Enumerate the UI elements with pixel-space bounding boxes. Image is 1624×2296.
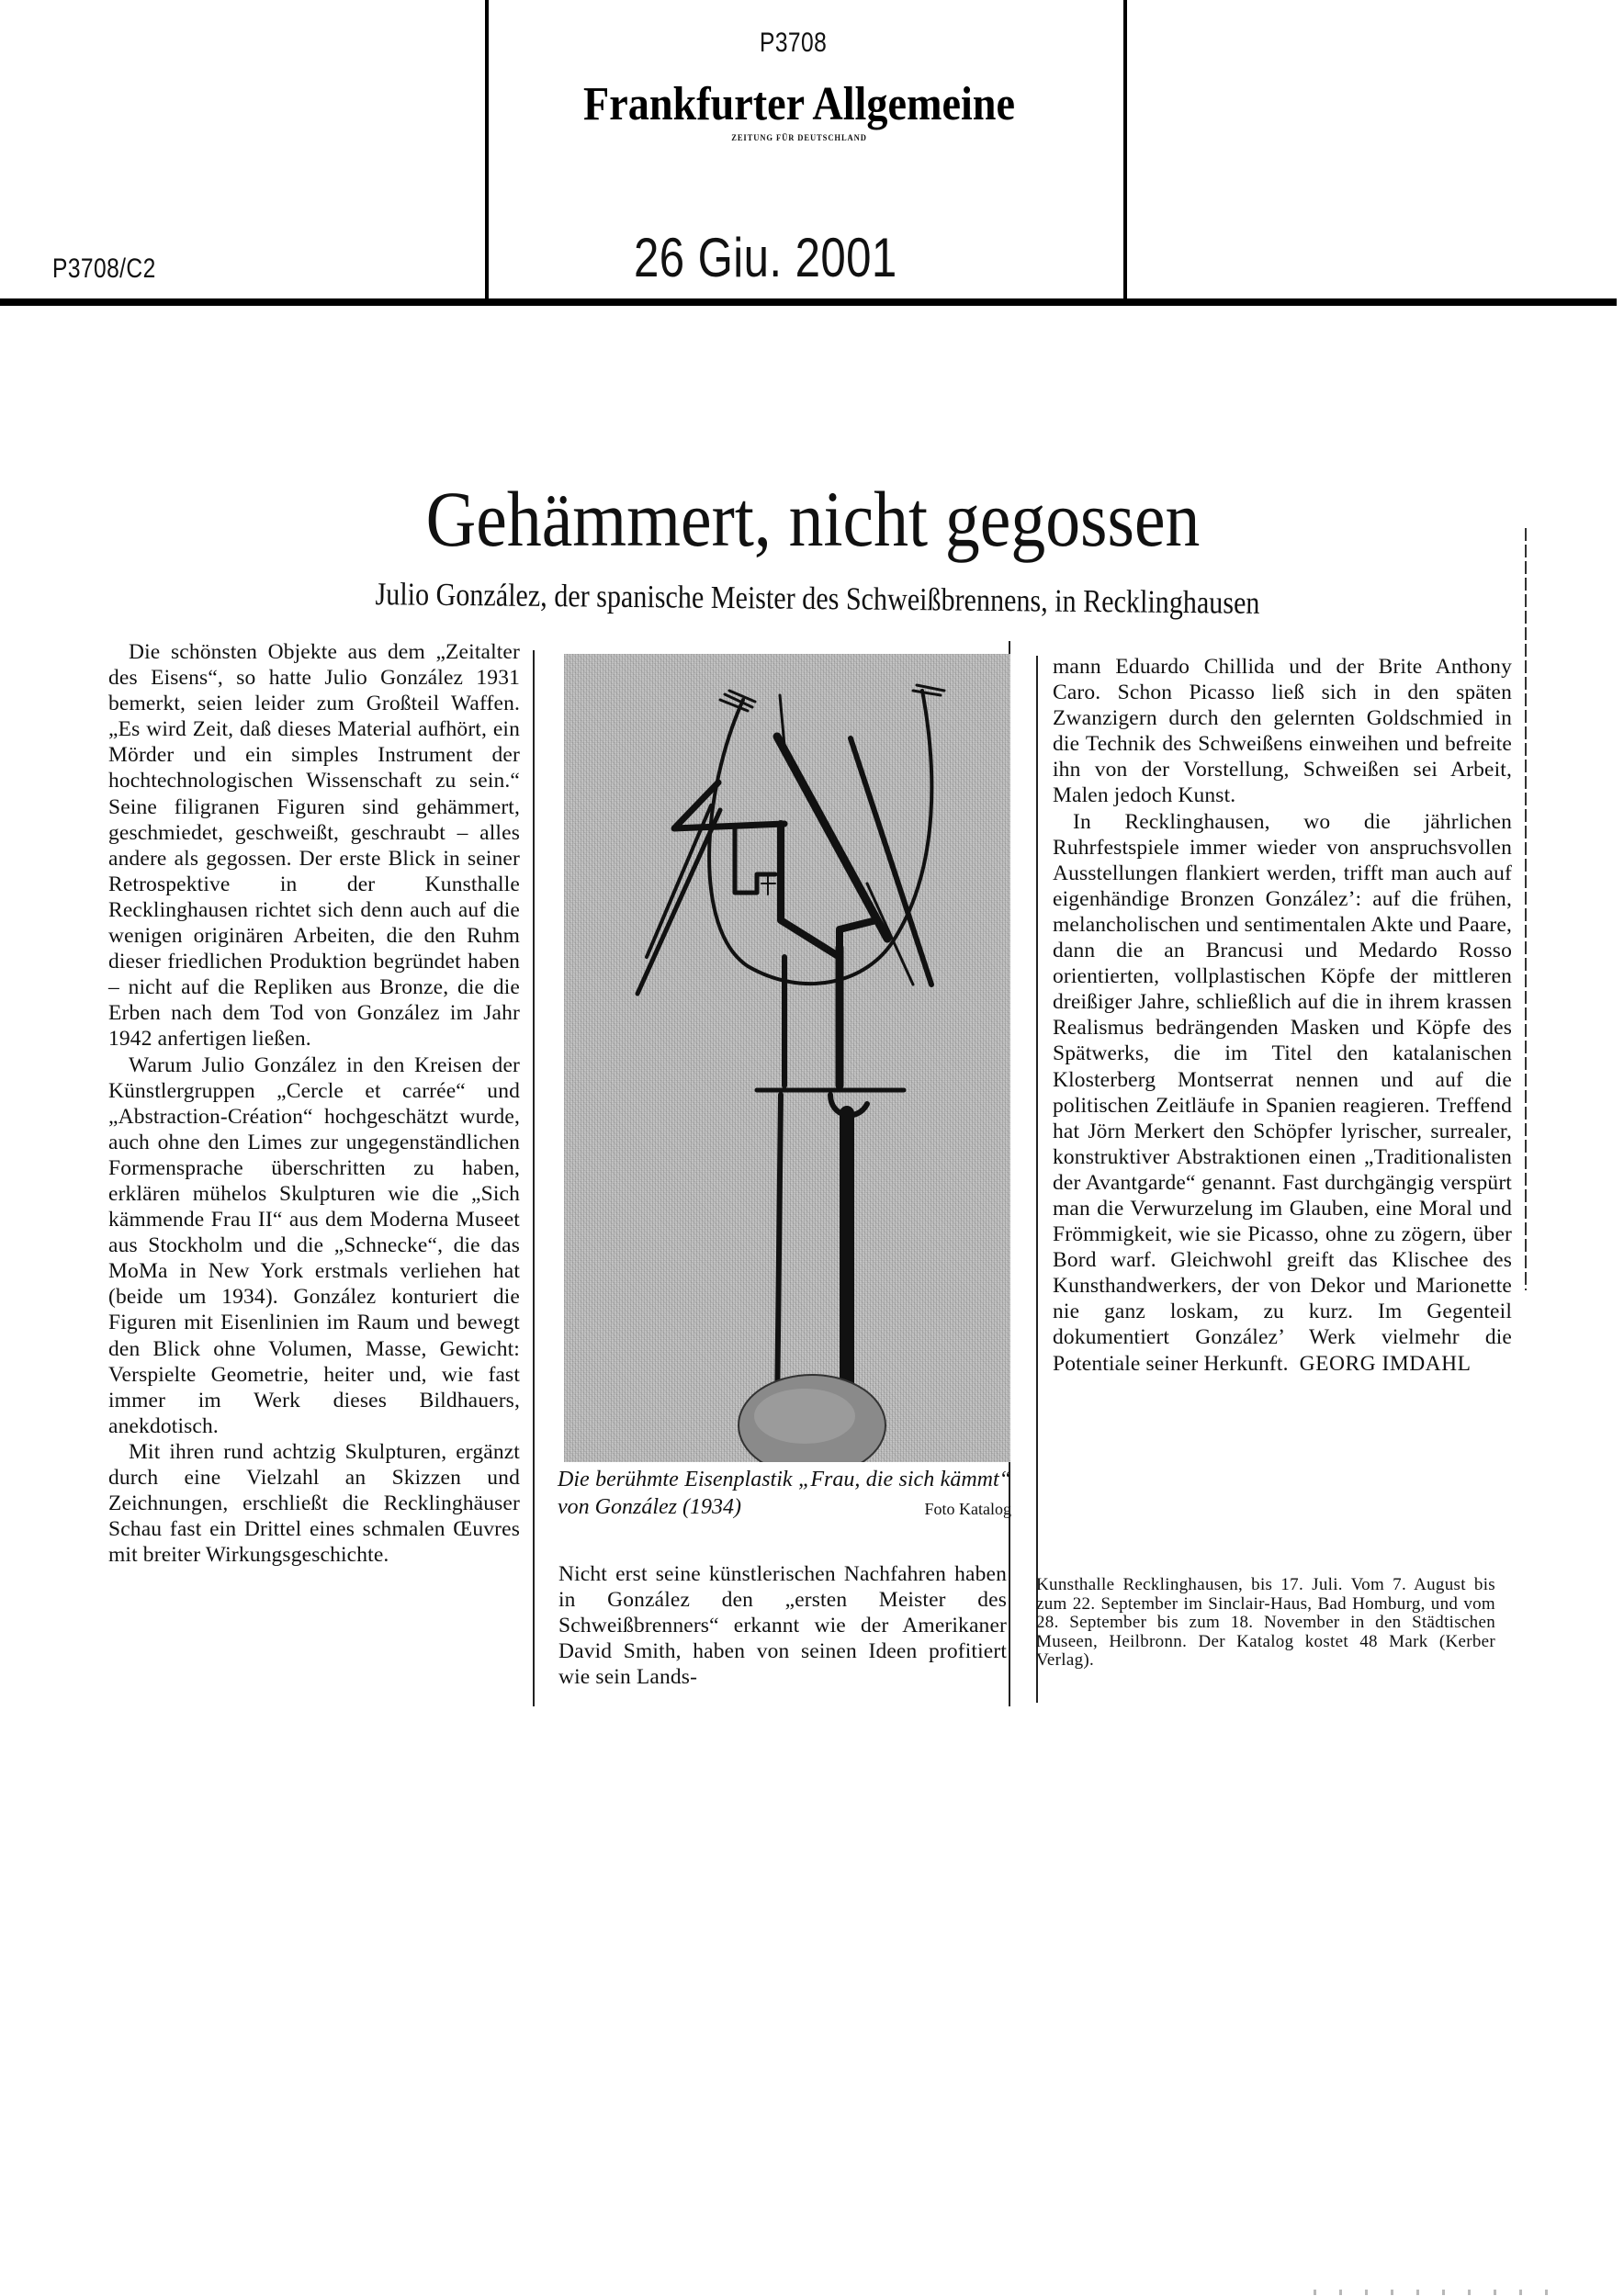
photo-caption-text: Die berühmte Eisenplastik „Frau, die sich kämmt“ von González (1934) [558,1468,1011,1519]
archive-code-top: P3708 [760,28,828,58]
paragraph: mann Eduardo Chillida und der Brite Anthony Caro. Schon Picasso ließ sich in den späten Zwanzigern durch den gelernten Goldschmied in die Technik des Schweißens einweihen und befreite ihn von der Vorstellung, Schweißen sei Arbeit, Malen jedoch Kunst. [1053,655,1512,808]
article-subheadline: Julio González, der spanische Meister des Schweißbrennens, in Recklinghausen [375,576,1260,621]
scan-artifact [1314,2290,1552,2295]
article-headline: Gehämmert, nicht gegossen [425,475,1201,563]
article-column-3 [1053,654,1512,1377]
author-byline: GEORG IMDAHL [1299,1351,1472,1376]
header-divider-left [485,0,489,303]
archive-code-left: P3708/C2 [52,253,156,284]
paragraph-text: In Recklinghausen, wo die jährlichen Ruhrfestspiele immer wieder von anspruchsvollen Ausstellungen flankiert werden, trifft man auch auf eigenhändige Bronzen González’: auf die frühen, melancholischen und sentimentalen Akte und Paare, dann die an Brancusi und Medardo Rosso orientierten, vollplastischen Köpfe der mittleren dreißiger Jahre, schließlich auf die in ihrem krassen Realismus bedrängenden Masken und Köpfe des Spätwerks, die im Titel den katalanischen Klosterberg Montserrat nennen und auf die politischen Zeitläufe in Spanien reagieren. Treffend hat Jörn Merkert den Schöpfer lyrischer, surrealer, konstruktiver Abstraktionen einen „Traditionalisten der Avantgarde“ genannt. Fast durchgängig verspürt man die Verwurzelung im Glauben, eine Moral und Frömmigkeit, wie sie Picasso, ohne zu zögern, über Bord warf. Gleichwohl greift das Klischee des Kunsthandwerkers, der von Dekor und Marionette nie ganz loskam, zu kurz. Im Gegenteil dokumentiert González’ Werk vielmehr die Potentiale seiner Herkunft. [1053,809,1512,1376]
column-rule [533,650,535,1706]
masthead [551,75,1047,143]
paragraph: Warum Julio González in den Kreisen der Künstlergruppen „Cercle et carrée“ und „Abstraction-Création“ hochgeschätzt wurde, auch ohne den Limes zur ungegenständlichen Formensprache überschritten zu haben, erklären mühelos Skulpturen wie die „Sich kämmende Frau II“ aus dem Moderna Museet aus Stockholm und die „Schnecke“, die das MoMa in New York erstmals verliehen hat (beide um 1934). González konturiert die Figuren mit Eisenlinien im Raum und bewegt den Blick ohne Volumen, Masse, Gewicht: Verspielte Geometrie, heiter und, wie fast immer im Werk dieses Bildhauers, anekdotisch. [108,1052,520,1438]
paragraph: Mit ihren rund achtzig Skulpturen, ergänzt durch eine Vielzahl an Skizzen und Zeichnungen, erschließt die Recklinghäuser Schau fast ein Drittel eines schmalen Œuvres mit breiter Wirkungsgeschichte. [108,1439,520,1568]
paragraph: Nicht erst seine künstlerischen Nachfahren haben in González den „ersten Meister des Schweißbrenners“ erkannt wie der Amerikaner David Smith, haben von seinen Ideen profitiert wie sein Lands- [558,1562,1007,1690]
masthead-title: Frankfurter Allgemeine [583,78,1015,130]
column-rule-right-edge [1525,528,1527,1290]
header-rule [0,298,1617,306]
column-rule [1036,656,1038,1703]
paragraph: Die schönsten Objekte aus dem „Zeitalter des Eisens“, so hatte Julio González 1931 bemerkt, seien leider zum Großteil Waffen. „Es wird Zeit, daß dieses Material aufhört, ein Mörder und ein simples Instrument der hochtechnologischen Wissenschaft zu sein.“ Seine filigranen Figuren sind gehämmert, geschmiedet, geschweißt, geschraubt – alles andere als gegossen. Der erste Blick in seiner Retrospektive in der Kunsthalle Recklinghausen richtet sich denn auch auf die wenigen originären Arbeiten, die den Ruhm dieser friedlichen Produktion begründet haben – nicht auf die Repliken aus Bronze, die die Erben nach dem Tod von González im Jahr 1942 anfertigen ließen. [108,640,520,1052]
photo-caption [558,1466,1011,1523]
masthead-logo [551,75,1047,132]
article-column-1 [108,639,520,1568]
paragraph [1053,809,1512,1377]
sculpture-image [564,654,1010,1462]
header-divider-right [1123,0,1127,303]
clipping-date: 26 Giu. 2001 [634,227,897,288]
exhibition-info: Kunsthalle Recklinghausen, bis 17. Juli. Vom 7. August bis zum 22. September im Sinclair-Haus, Bad Homburg, und vom 28. September bis zum 18. November in den Städtischen Museen, Heilbronn. Der Katalog kostet 48 Mark (Kerber Verlag). [1036,1575,1495,1670]
masthead-subtitle: ZEITUNG FÜR DEUTSCHLAND [731,134,867,143]
article-column-2 [558,1561,1007,1690]
sculpture-photo [564,654,1010,1462]
photo-credit: Foto Katalog [924,1500,1011,1518]
